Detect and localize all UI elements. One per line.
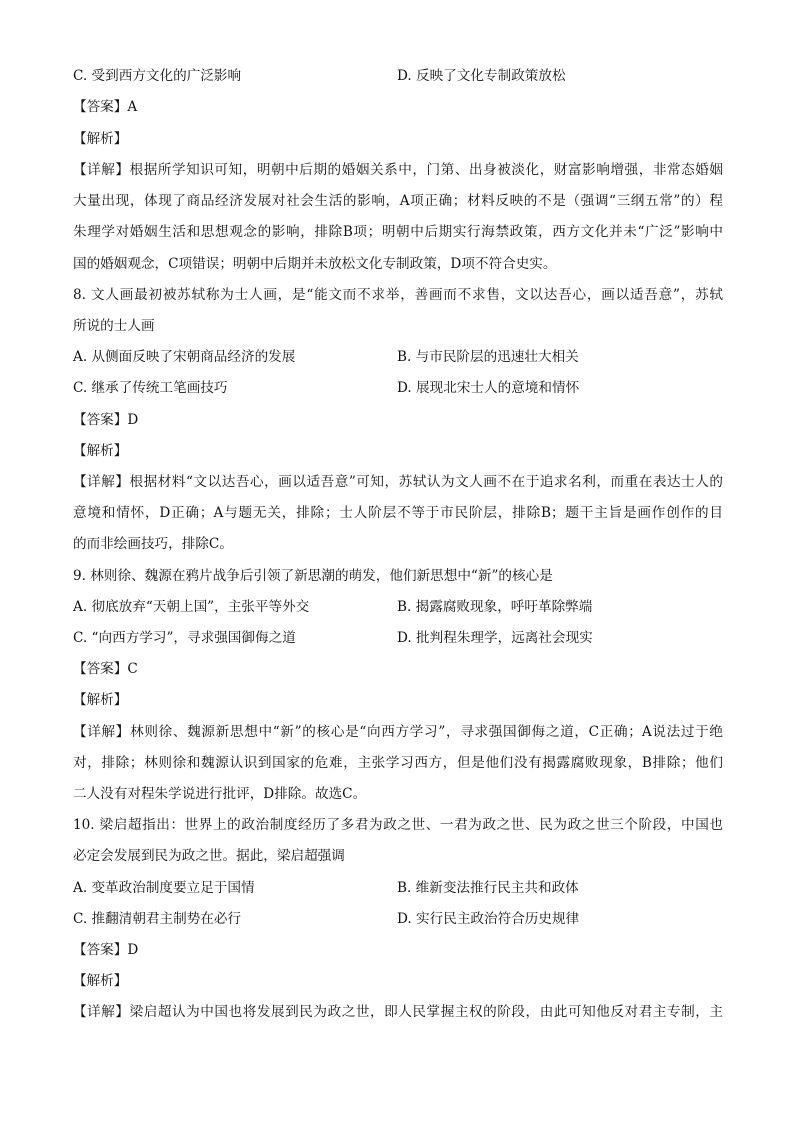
q9-option-d: D. 批判程朱理学，远离社会现实 — [397, 630, 593, 646]
q8-stem-line: 8. 文人画最初被苏轼称为士人画，是“能文而不求举，善画而不求售，文以达吾心，画以适吾意”，苏轼 — [73, 287, 723, 303]
q7-option-c: C. 受到西方文化的广泛影响 — [73, 68, 242, 84]
q8-detail-line: 的而非绘画技巧，排除C。 — [73, 536, 233, 552]
q10-analysis-label: 【解析】 — [73, 973, 128, 989]
q7-answer: 【答案】A — [73, 99, 138, 115]
q7-detail-line: 大量出现，体现了商品经济发展对社会生活的影响，A项正确；材料反映的不是（强调“三纲五常”的）程 — [73, 193, 723, 209]
q8-analysis-label: 【解析】 — [73, 443, 128, 459]
q10-answer: 【答案】D — [73, 942, 139, 958]
q9-option-b: B. 揭露腐败现象，呼吁革除弊端 — [397, 599, 593, 615]
q9-analysis-label: 【解析】 — [73, 692, 128, 708]
q7-detail-line: 【详解】根据所学知识可知，明朝中后期的婚姻关系中，门第、出身被淡化，财富影响增强，非常态婚姻 — [73, 162, 723, 178]
q9-option-a: A. 彻底放弃“天朝上国”，主张平等外交 — [73, 599, 310, 615]
q9-stem: 9. 林则徐、魏源在鸦片战争后引领了新思潮的萌发，他们新思想中“新”的核心是 — [73, 568, 553, 584]
q10-option-d: D. 实行民主政治符合历史规律 — [397, 911, 580, 927]
q9-answer: 【答案】C — [73, 661, 138, 677]
q10-detail-line: 【详解】梁启超认为中国也将发展到民为政之世，即人民掌握主权的阶段，由此可知他反对君主专制，主 — [73, 1004, 723, 1020]
q10-stem-line: 必定会发展到民为政之世。据此，梁启超强调 — [73, 848, 345, 864]
q8-detail-line: 意境和情怀，D正确；A与题无关，排除；士人阶层不等于市民阶层，排除B；题干主旨是画作创作的目 — [73, 505, 723, 521]
q9-option-c: C. “向西方学习”，寻求强国御侮之道 — [73, 630, 296, 646]
q7-detail-line: 朱理学对婚姻生活和思想观念的影响，排除B项；明朝中后期实行海禁政策，西方文化并未“广泛”影响中 — [73, 224, 723, 240]
q10-option-b: B. 维新变法推行民主共和政体 — [397, 880, 579, 896]
q10-stem-line: 10. 梁启超指出：世界上的政治制度经历了多君为政之世、一君为政之世、民为政之世三个阶段，中国也 — [73, 817, 723, 833]
q9-detail-line: 【详解】林则徐、魏源新思想中“新”的核心是“向西方学习”，寻求强国御侮之道，C正确；A说法过于绝 — [73, 724, 723, 740]
q8-option-b: B. 与市民阶层的迅速壮大相关 — [397, 349, 579, 365]
q10-option-a: A. 变革政治制度要立足于国情 — [73, 880, 255, 896]
q9-detail-line: 二人没有对程朱学说进行批评，D排除。故选C。 — [73, 786, 367, 802]
q8-option-d: D. 展现北宋士人的意境和情怀 — [397, 380, 580, 396]
q7-detail-line: 国的婚姻观念，C项错误；明朝中后期并未放松文化专制政策，D项不符合史实。 — [73, 256, 557, 272]
q9-detail-line: 对，排除；林则徐和魏源认识到国家的危难，主张学习西方，但是他们没有揭露腐败现象，B排除；他们 — [73, 755, 723, 771]
q10-option-c: C. 推翻清朝君主制势在必行 — [73, 911, 242, 927]
q7-option-d: D. 反映了文化专制政策放松 — [397, 68, 566, 84]
q7-analysis-label: 【解析】 — [73, 131, 128, 147]
q8-detail-line: 【详解】根据材料“文以达吾心，画以适吾意”可知，苏轼认为文人画不在于追求名利，而重在表达士人的 — [73, 474, 723, 490]
q8-stem-line: 所说的士人画 — [73, 318, 155, 334]
q8-answer: 【答案】D — [73, 412, 139, 428]
q8-option-c: C. 继承了传统工笔画技巧 — [73, 380, 228, 396]
q8-option-a: A. 从侧面反映了宋朝商品经济的发展 — [73, 349, 296, 365]
